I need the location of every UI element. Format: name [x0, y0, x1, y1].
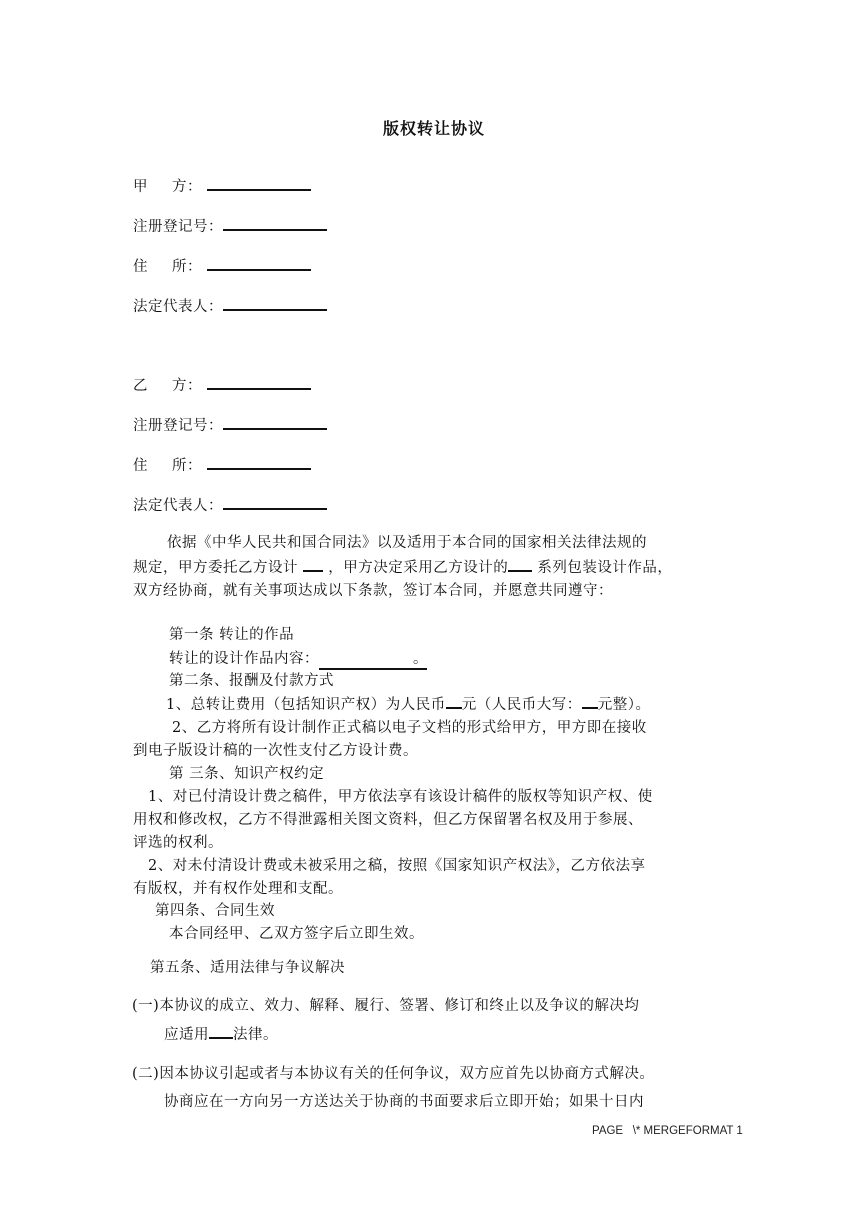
- page-footer: PAGE \* MERGEFORMAT 1: [592, 1125, 743, 1137]
- party-a-rep-blank[interactable]: [223, 294, 327, 311]
- article-1-content-blank[interactable]: [319, 647, 427, 670]
- party-b-name-line: [133, 373, 311, 395]
- party-a-rep-label: 法定代表人：: [133, 299, 223, 315]
- intro-line-2-c: 系列包装设计作品，: [537, 560, 673, 576]
- party-a-addr-blank[interactable]: [207, 254, 311, 271]
- article-2-item-1: [166, 692, 650, 714]
- article-3-item-2-line-2: 有版权，并有权作处理和支配。: [133, 881, 343, 897]
- party-a-rep-line: [133, 294, 327, 316]
- article-3-item-1-line-2: 用权和修改权，乙方不得泄露相关图文资料，但乙方保留署名权及用于参展、: [133, 812, 643, 828]
- party-a-addr-line: [133, 254, 311, 276]
- article-3-item-2-line-1: 2、对未付清设计费或未被采用之稿，按照《国家知识产权法》，乙方依法享: [148, 858, 646, 874]
- article-5-clause-1-line-1: [132, 994, 639, 1015]
- party-b-name-label: 乙: [133, 378, 148, 394]
- party-a-addr-label-tail: 所：: [172, 259, 202, 275]
- article-3-heading: 第 三条、知识产权约定: [169, 766, 325, 782]
- article-3-item-1-line-3: 评选的权利。: [133, 835, 223, 851]
- clause-2-text-1: 因本协议引起或者与本协议有关的任何争议，双方应首先以协商方式解决。: [159, 1066, 655, 1082]
- clause-1-marker: (一): [132, 998, 160, 1014]
- article-5-clause-2-line-1: [132, 1062, 654, 1083]
- party-b-addr-label: 住: [133, 458, 148, 474]
- party-a-name-label: 甲: [133, 179, 148, 195]
- article-1-content-label: 转让的设计作品内容：: [169, 651, 319, 667]
- article-5-clause-1-line-2: [164, 1022, 278, 1044]
- party-b-rep-blank[interactable]: [223, 493, 327, 510]
- party-a-name-blank[interactable]: [207, 174, 311, 191]
- party-a-reg-label: 注册登记号：: [133, 219, 223, 235]
- article-5-heading: 第五条、适用法律与争议解决: [150, 960, 345, 976]
- party-b-rep-label: 法定代表人：: [133, 498, 223, 514]
- article-1-heading: 第一条 转让的作品: [169, 627, 295, 643]
- party-b-addr-label-tail: 所：: [172, 458, 202, 474]
- intro-line-3: 双方经协商，就有关事项达成以下条款，签订本合同，并愿意共同遵守：: [133, 583, 613, 599]
- party-a-addr-label: 住: [133, 259, 148, 275]
- party-b-name-label-tail: 方：: [172, 378, 202, 394]
- design-project-blank[interactable]: [303, 555, 323, 572]
- party-b-addr-blank[interactable]: [207, 453, 311, 470]
- article-4-heading: 第四条、合同生效: [155, 903, 275, 919]
- article-2-item-2-line-2: 到电子版设计稿的一次性支付乙方设计费。: [133, 743, 418, 759]
- article-2-item-1-c: 元整）。: [597, 697, 651, 713]
- party-a-reg-blank[interactable]: [223, 214, 327, 231]
- article-2-item-1-b: 元（人民币大写：: [461, 697, 582, 713]
- intro-line-2-b: ，甲方决定采用乙方设计的: [328, 560, 509, 576]
- party-b-addr-line: [133, 453, 311, 475]
- document-title: 版权转让协议: [382, 119, 485, 138]
- party-b-rep-line: [133, 493, 327, 515]
- article-2-item-2-line-1: 2、乙方将所有设计制作正式稿以电子文档的形式给甲方，甲方即在接收: [172, 720, 647, 736]
- article-5-clause-2-line-2: 协商应在一方向另一方送达关于协商的书面要求后立即开始；如果十日内: [164, 1094, 644, 1110]
- governing-law-blank[interactable]: [209, 1022, 233, 1039]
- party-b-reg-label: 注册登记号：: [133, 418, 223, 434]
- party-a-name-label-tail: 方：: [172, 179, 202, 195]
- fee-amount-blank[interactable]: [446, 692, 462, 709]
- design-series-blank[interactable]: [508, 555, 532, 572]
- clause-1-text-2a: 应适用: [164, 1027, 209, 1043]
- party-b-name-blank[interactable]: [207, 373, 311, 390]
- clause-1-text-2b: 法律。: [233, 1027, 278, 1043]
- party-b-reg-line: [133, 413, 327, 435]
- article-2-heading: 第二条、报酬及付款方式: [169, 673, 334, 689]
- article-1-content-line: [169, 647, 427, 670]
- clause-1-text-1: 本协议的成立、效力、解释、履行、签署、修订和终止以及争议的解决均: [159, 998, 640, 1014]
- article-2-item-1-a: 1、总转让费用（包括知识产权）为人民币: [166, 697, 446, 713]
- intro-line-2: [133, 555, 672, 577]
- intro-line-2-a: 规定，甲方委托乙方设计: [133, 560, 298, 576]
- party-a-reg-line: [133, 214, 327, 236]
- party-b-reg-blank[interactable]: [223, 413, 327, 430]
- fee-words-blank[interactable]: [582, 692, 598, 709]
- party-a-name-line: [133, 174, 311, 196]
- article-4-body: 本合同经甲、乙双方签字后立即生效。: [169, 926, 424, 942]
- clause-2-marker: (二): [132, 1066, 160, 1082]
- intro-line-1: 依据《中华人民共和国合同法》以及适用于本合同的国家相关法律法规的: [167, 535, 647, 551]
- article-3-item-1-line-1: 1、对已付清设计费之稿件，甲方依法享有该设计稿件的版权等知识产权、使: [148, 789, 653, 805]
- article-1-content-end: 。: [413, 651, 428, 667]
